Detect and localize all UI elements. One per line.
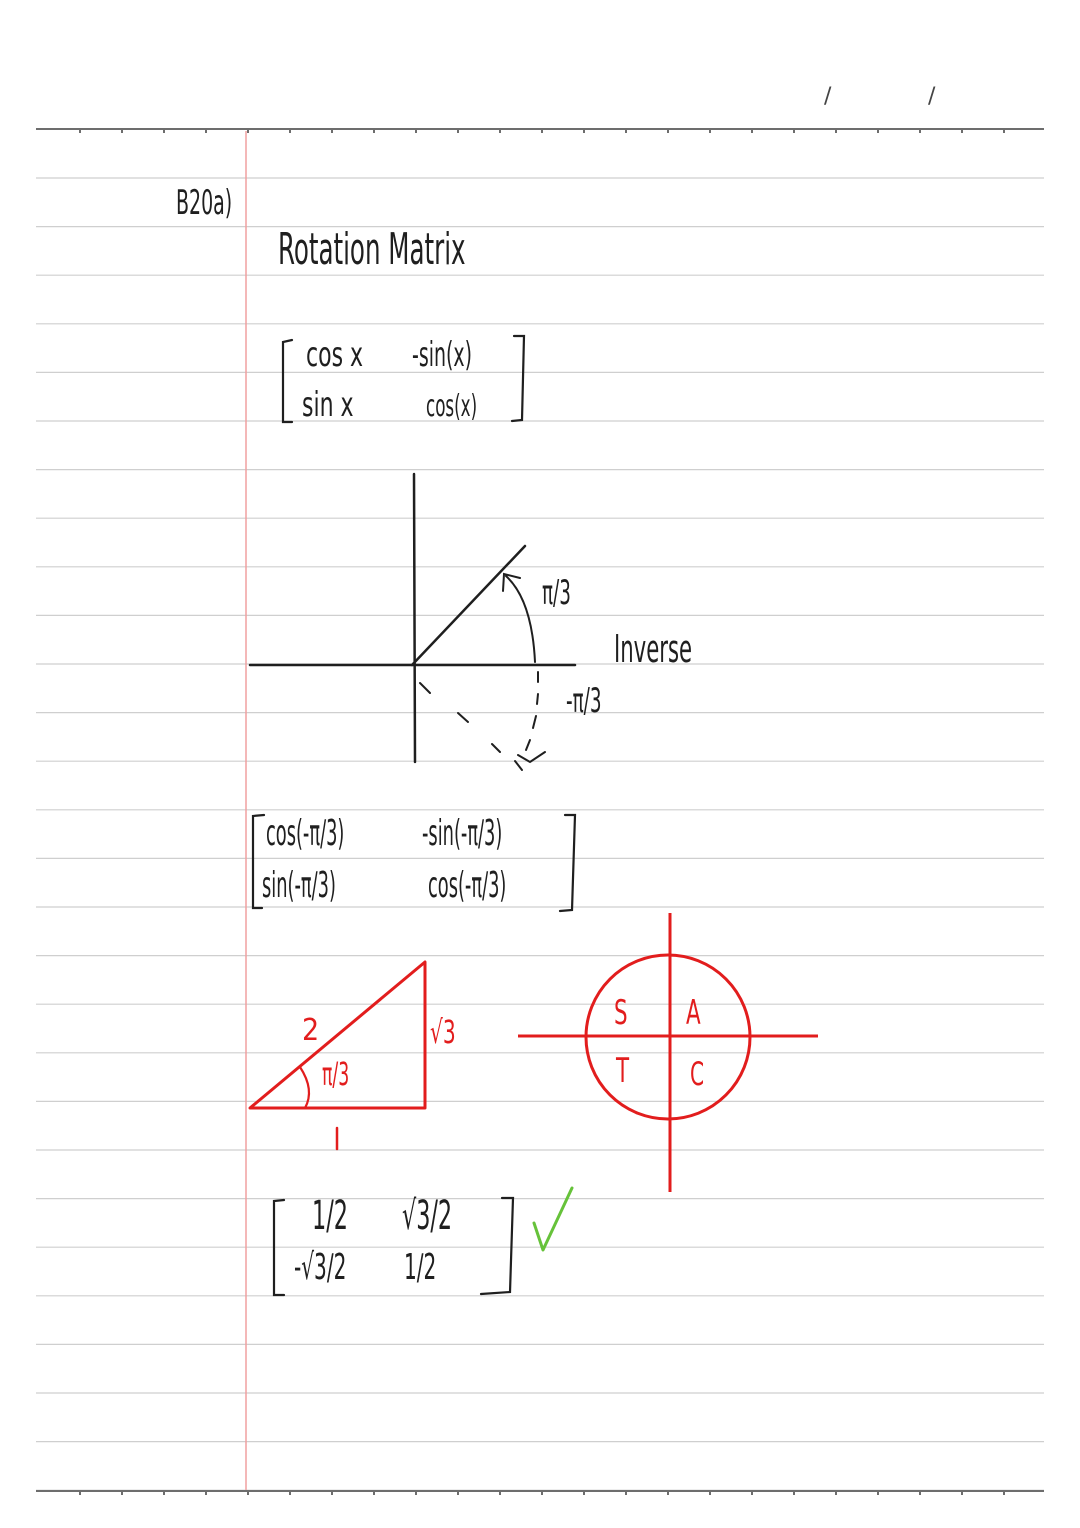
cast-quadrant-s: S — [614, 993, 628, 1033]
page-title: Rotation Matrix — [278, 224, 466, 275]
matrix-inverse-r1c1: cos(-π/3) — [266, 813, 345, 854]
y-axis — [414, 474, 415, 762]
matrix-inverse-r2c2: cos(-π/3) — [428, 865, 507, 906]
rotation-arc — [506, 576, 535, 662]
matrix-result-r2c2: 1/2 — [404, 1247, 437, 1288]
ruler-ticks — [80, 129, 1004, 1495]
rotated-vector — [412, 546, 525, 665]
inverse-vector-dashed — [420, 683, 522, 770]
triangle-opposite-label: √3 — [430, 1013, 456, 1051]
inverse-arc-dashed — [526, 672, 538, 750]
matrix-general-r1c2: -sin(x) — [412, 335, 473, 375]
ruled-lines — [36, 178, 1044, 1490]
matrix-inverse-r1c2: -sin(-π/3) — [422, 813, 503, 854]
matrix-inverse-r2c1: sin(-π/3) — [262, 865, 336, 906]
neg-angle-label: -π/3 — [566, 681, 602, 721]
inverse-arrowhead — [518, 752, 545, 762]
inverse-label: Inverse — [614, 627, 693, 671]
check-mark — [534, 1188, 572, 1250]
triangle-angle-label: π/3 — [322, 1055, 350, 1093]
matrix-general-r2c1: sin x — [302, 385, 354, 425]
matrix-general-r2c2: cos(x) — [426, 389, 478, 424]
matrix-result-r1c2: √3/2 — [402, 1193, 453, 1239]
cast-quadrant-a: A — [686, 993, 701, 1033]
matrix-result-r2c1: -√3/2 — [294, 1247, 347, 1288]
matrix-result-r1c1: 1/2 — [312, 1193, 348, 1239]
date-slash-2: / — [928, 84, 936, 109]
angle-label: π/3 — [542, 573, 571, 613]
cast-quadrant-t: T — [616, 1051, 630, 1091]
triangle-hypotenuse-label: 2 — [302, 1013, 320, 1048]
matrix-general-r1c1: cos x — [306, 335, 364, 375]
question-label: B20a) — [176, 183, 233, 223]
cast-quadrant-c: C — [690, 1055, 705, 1093]
date-slash-1: / — [824, 84, 832, 109]
